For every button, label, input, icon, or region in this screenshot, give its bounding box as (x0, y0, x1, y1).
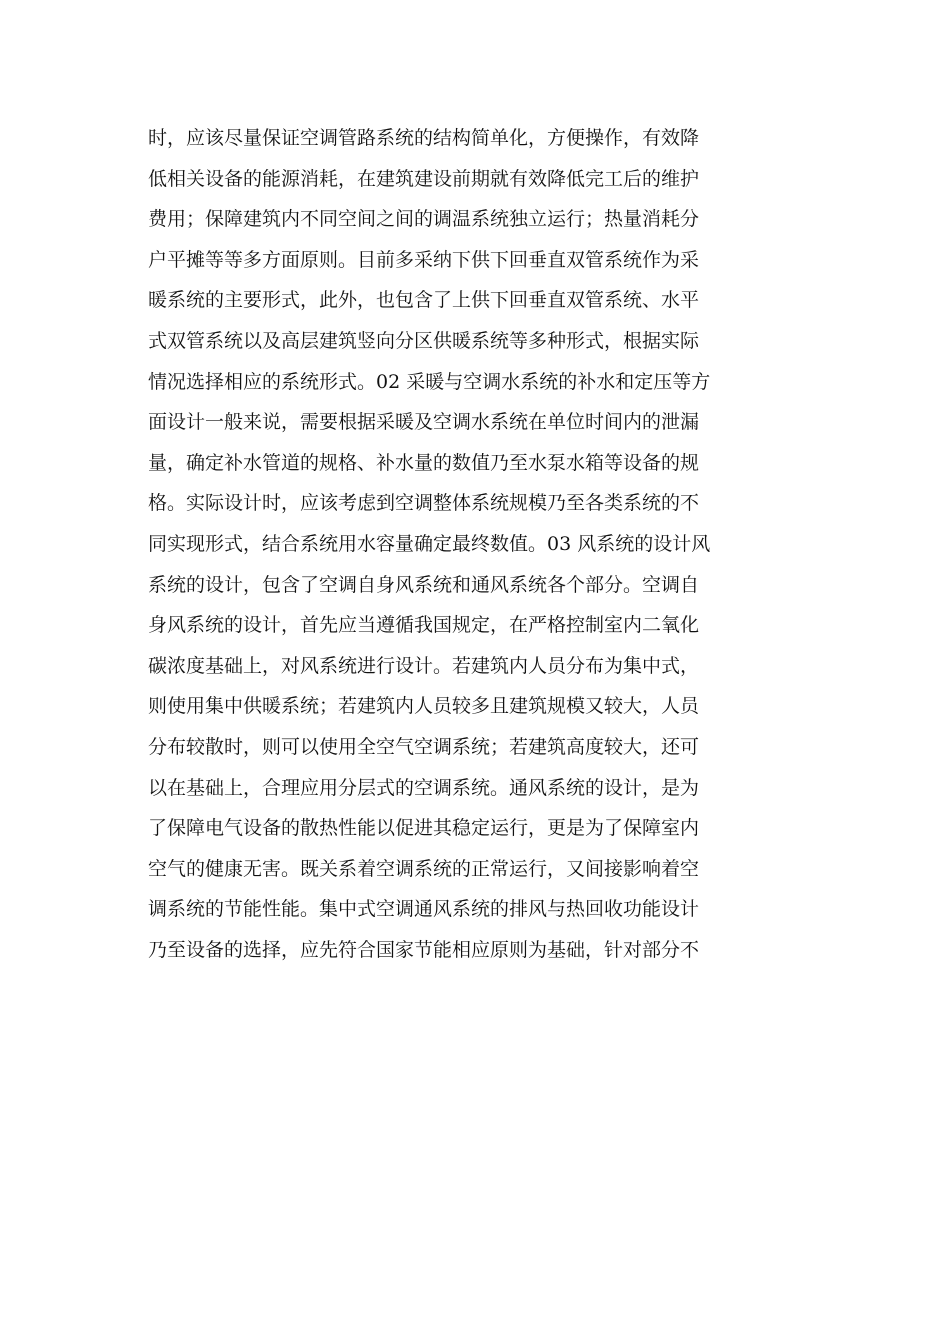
text-line: 以在基础上，合理应用分层式的空调系统。通风系统的设计，是为 (148, 776, 700, 799)
text-line: 时，应该尽量保证空调管路系统的结构简单化，方便操作，有效降 (148, 127, 700, 149)
text-line: 乃至设备的选择，应先符合国家节能相应原则为基础，针对部分不 (148, 938, 700, 961)
text-line: 同实现形式，结合系统用水容量确定最终数值。03 风系统的设计风 (148, 532, 711, 555)
body-text (148, 118, 808, 970)
text-line: 式双管系统以及高层建筑竖向分区供暖系统等多种形式，根据实际 (148, 329, 700, 352)
text-line: 低相关设备的能源消耗，在建筑建设前期就有效降低完工后的维护 (148, 167, 700, 190)
text-line: 格。实际设计时，应该考虑到空调整体系统规模乃至各类系统的不 (148, 492, 700, 515)
text-line: 分布较散时，则可以使用全空气空调系统；若建筑高度较大，还可 (148, 735, 700, 758)
text-line: 户平摊等等多方面原则。目前多采纳下供下回垂直双管系统作为采 (148, 248, 700, 271)
text-line: 空气的健康无害。既关系着空调系统的正常运行，又间接影响着空 (148, 857, 700, 880)
text-line: 身风系统的设计，首先应当遵循我国规定，在严格控制室内二氧化 (148, 614, 700, 637)
text-line: 情况选择相应的系统形式。02 采暖与空调水系统的补水和定压等方 (148, 370, 711, 393)
text-line: 费用；保障建筑内不同空间之间的调温系统独立运行；热量消耗分 (148, 208, 700, 231)
text-line: 碳浓度基础上，对风系统进行设计。若建筑内人员分布为集中式， (148, 654, 700, 677)
text-line: 则使用集中供暖系统；若建筑内人员较多且建筑规模又较大，人员 (148, 695, 700, 718)
text-line: 量，确定补水管道的规格、补水量的数值乃至水泵水箱等设备的规 (148, 451, 700, 474)
text-line: 面设计一般来说，需要根据采暖及空调水系统在单位时间内的泄漏 (148, 411, 700, 434)
text-line: 系统的设计，包含了空调自身风系统和通风系统各个部分。空调自 (148, 573, 700, 596)
text-line: 了保障电气设备的散热性能以促进其稳定运行，更是为了保障室内 (148, 817, 700, 840)
text-line: 暖系统的主要形式，此外，也包含了上供下回垂直双管系统、水平 (148, 289, 700, 312)
text-line: 调系统的节能性能。集中式空调通风系统的排风与热回收功能设计 (148, 898, 700, 921)
